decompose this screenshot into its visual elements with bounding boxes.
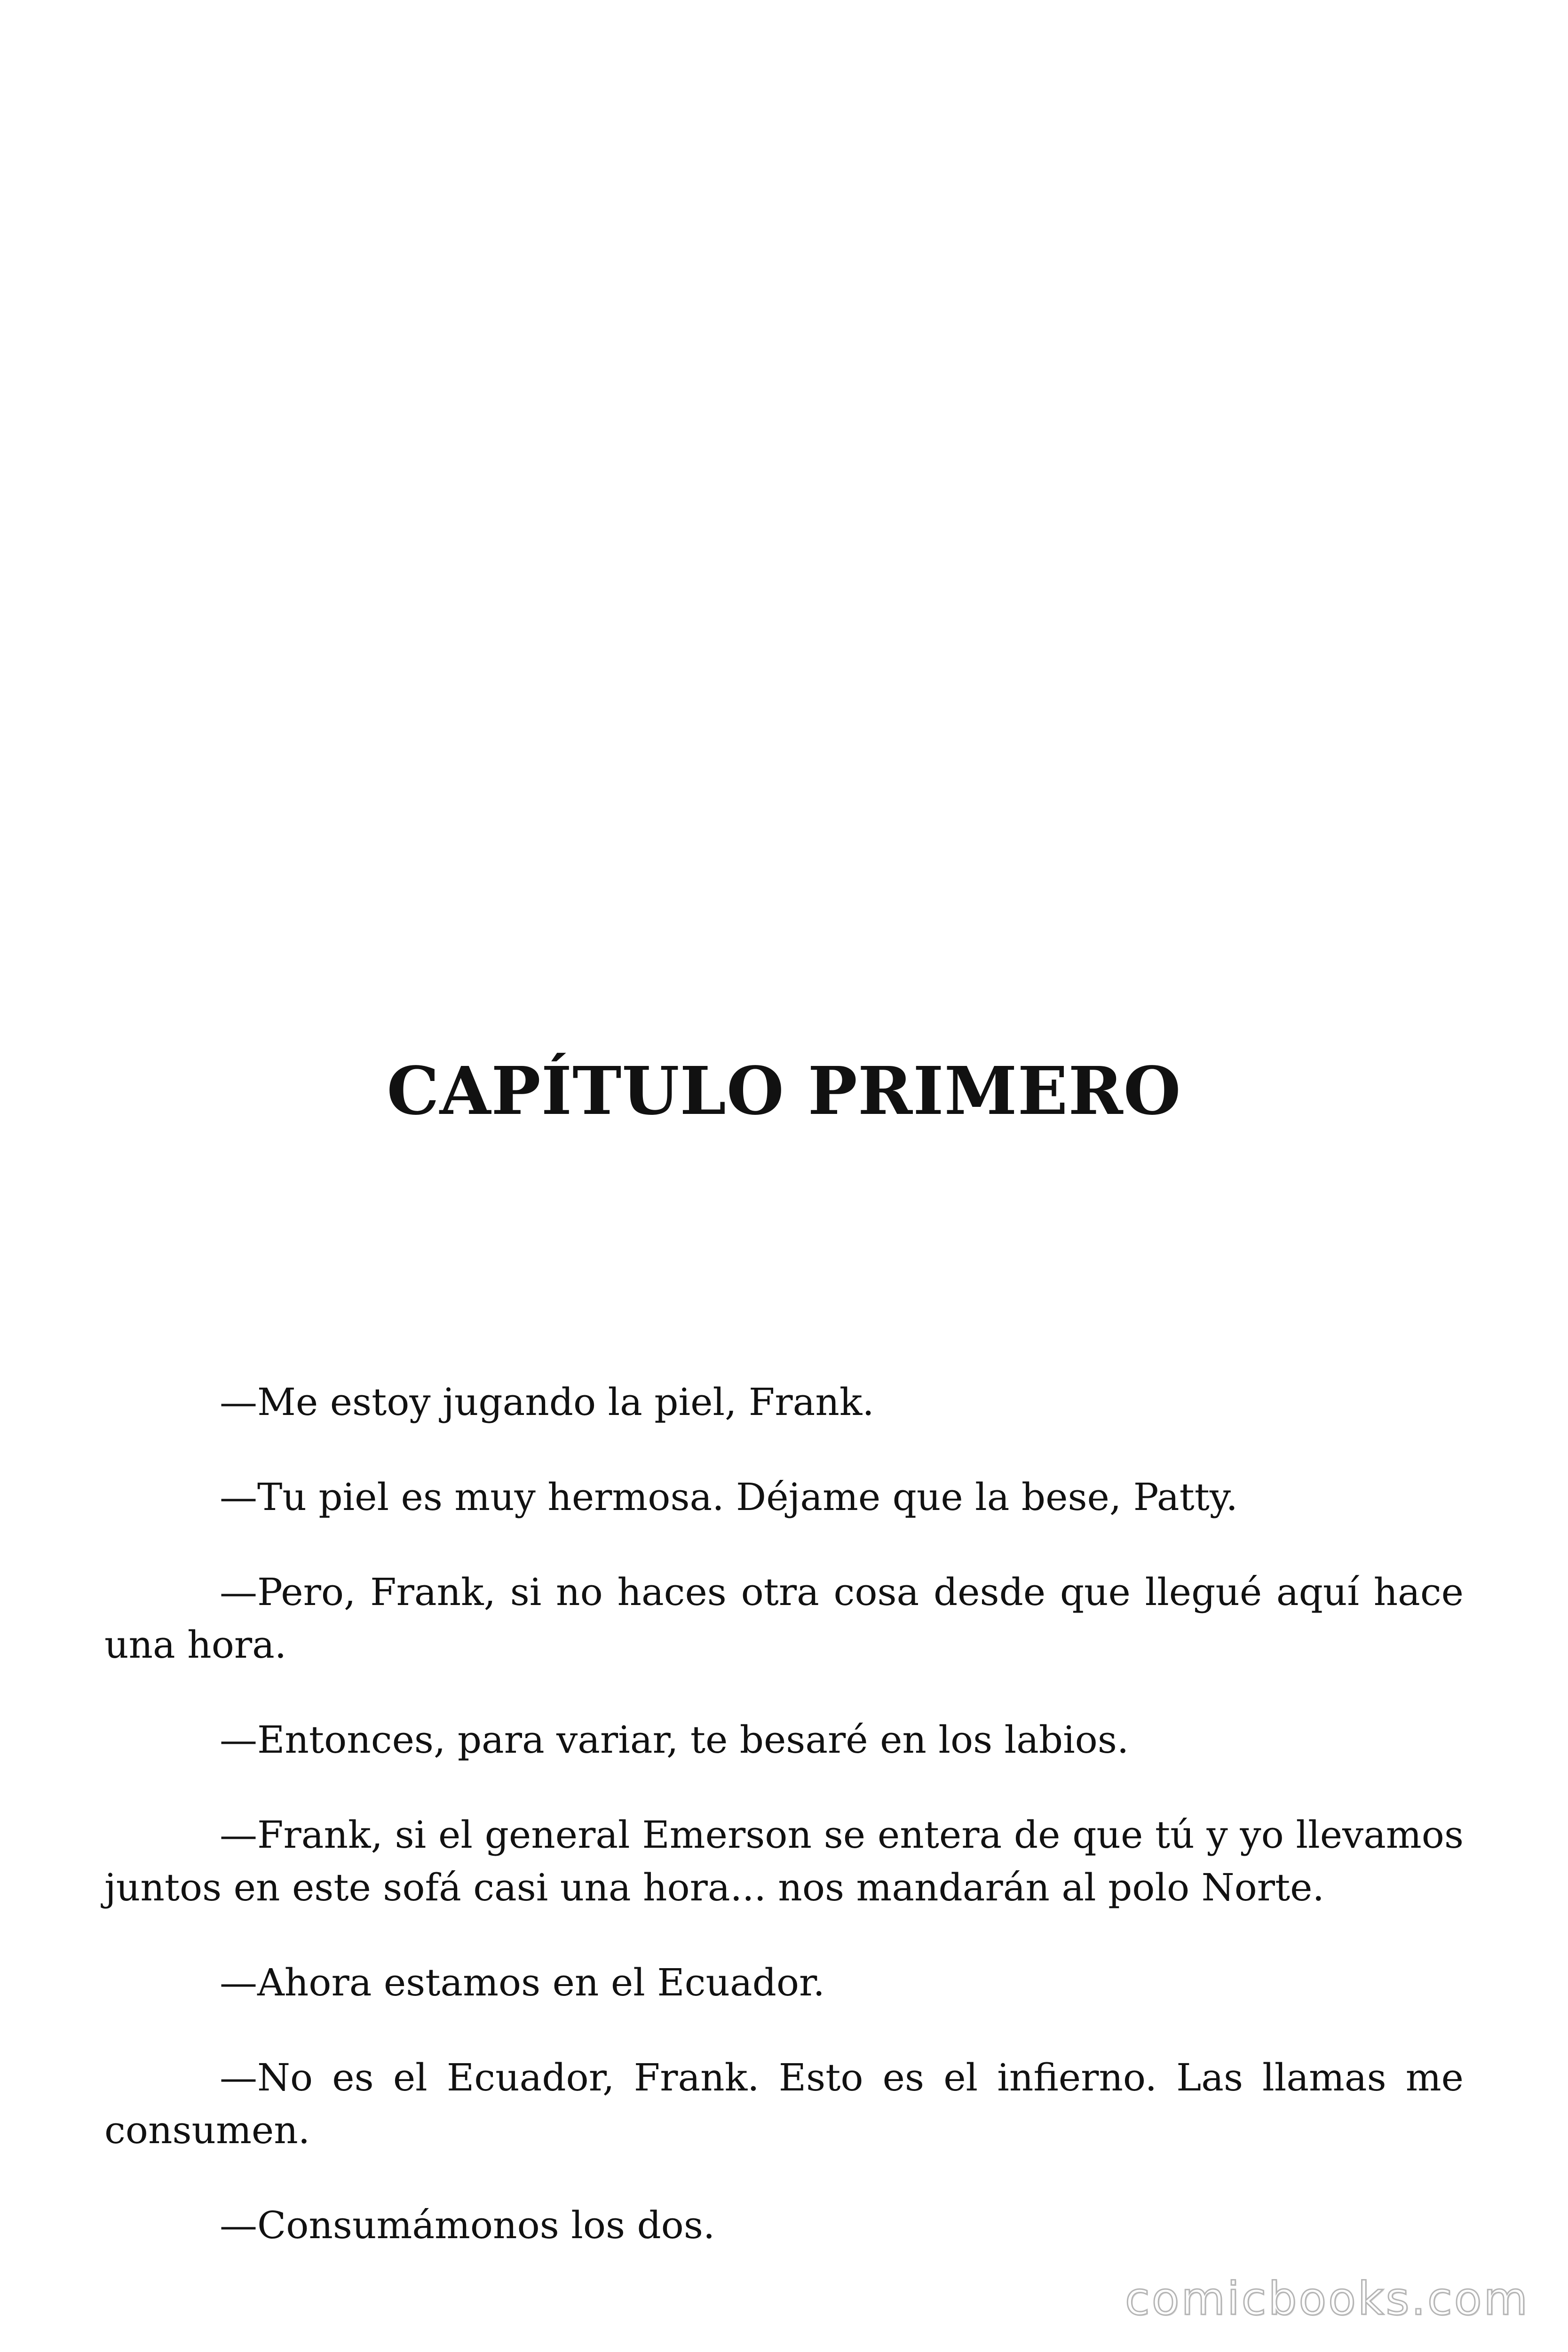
paragraph: —Pero, Frank, si no haces otra cosa desde que llegué aquí hace una hora. bbox=[104, 1570, 1464, 1667]
paragraph: —Ahora estamos en el Ecuador. bbox=[220, 1961, 825, 2004]
paragraph: —Me estoy jugando la piel, Frank. bbox=[220, 1380, 874, 1424]
paragraph: —No es el Ecuador, Frank. Esto es el infierno. Las llamas me consumen. bbox=[104, 2056, 1464, 2152]
paragraph: —Consumámonos los dos. bbox=[220, 2203, 715, 2247]
paragraph: —Tu piel es muy hermosa. Déjame que la bese, Patty. bbox=[220, 1475, 1238, 1519]
chapter-title: CAPÍTULO PRIMERO bbox=[387, 1053, 1181, 1130]
chapter-body bbox=[104, 1376, 1464, 2252]
paragraph: —Frank, si el general Emerson se entera de que tú y yo llevamos juntos en este sofá casi una hora... nos mandarán al polo Norte. bbox=[104, 1813, 1464, 1909]
paragraph: —Entonces, para variar, te besaré en los labios. bbox=[220, 1718, 1129, 1762]
site-watermark: comicbooks.com bbox=[1125, 2273, 1529, 2325]
